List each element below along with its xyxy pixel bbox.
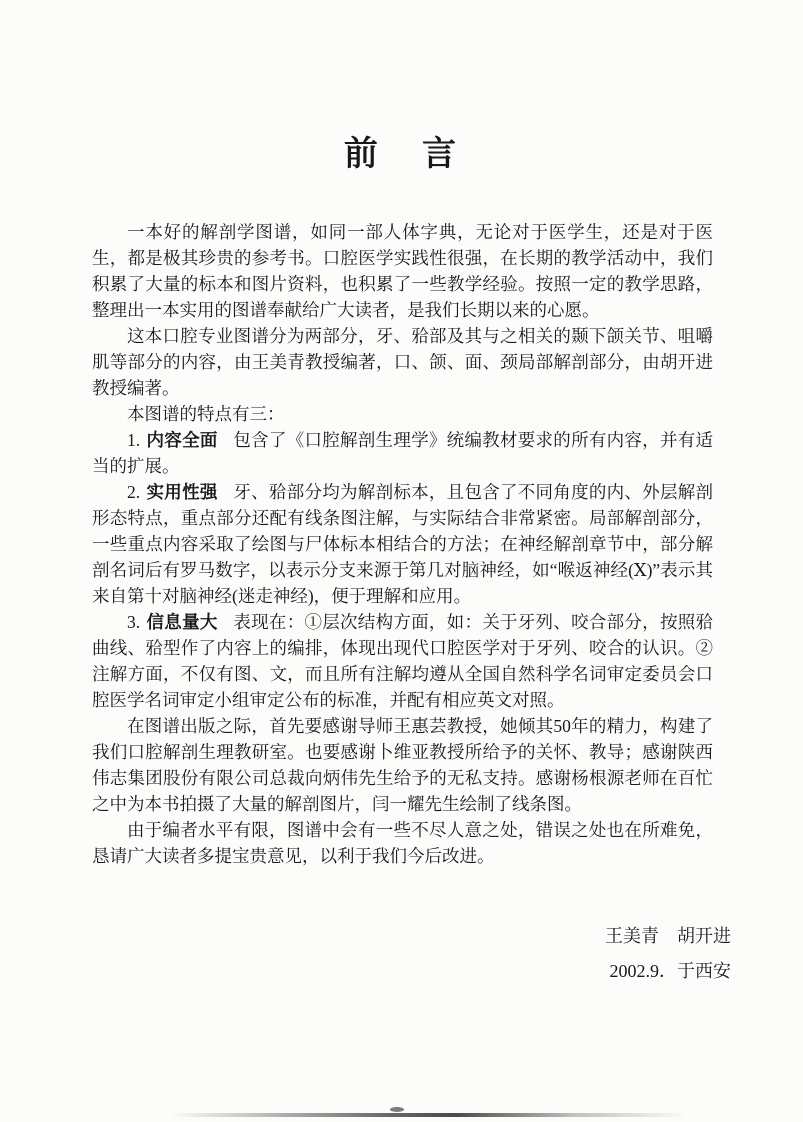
paragraph-intro-1: 一本好的解剖学图谱，如同一部人体字典，无论对于医学生，还是对于医生，都是极其珍贵的参考书。口腔医学实践性很强，在长期的教学活动中，我们积累了大量的标本和图片资料，也积累了一些教学经验。按照一定的教学思路，整理出一本实用的图谱奉献给广大读者，是我们长期以来的心愿。 xyxy=(92,222,713,321)
feature-3-text: 表现在：①层次结构方面，如：关于牙列、咬合部分，按照𬌗曲线、𬌗型作了内容上的编排，体现出现代口腔医学对于牙列、咬合的认识。②注解方面，不仅有图、文，而且所有注解均遵从全国自然科学名词审定委员会口腔医学名词审定小组审定公布的标准，并配有相应英文对照。 xyxy=(92,612,714,711)
feature-1-label: 内容全面 xyxy=(146,430,218,451)
feature-2-text: 牙、𬌗部分均为解剖标本，且包含了不同角度的内、外层解剖形态特点，重点部分还配有线条图注解，与实际结合非常紧密。局部解剖部分，一些重点内容采取了绘图与尸体标本相结合的方法；在神经解剖章节中，部分解剖名词后有罗马数字，以表示分支来源于第几对脑神经，如“喉返神经(Ⅹ)”表示其来自第十对脑神经(迷走神经)，便于理解和应用。 xyxy=(92,482,714,607)
page-title: 前 言 xyxy=(343,136,462,173)
feature-3-label: 信息量大 xyxy=(146,612,218,633)
feature-2-label: 实用性强 xyxy=(146,482,218,503)
feature-item-3 xyxy=(92,609,713,713)
scan-speck-artifact xyxy=(390,1107,404,1112)
feature-1-number: 1. xyxy=(127,430,141,451)
feature-1-text: 包含了《口腔解剖生理学》统编教材要求的所有内容，并有适当的扩展。 xyxy=(92,430,714,477)
paragraph-acknowledgment: 在图谱出版之际，首先要感谢导师王惠芸教授，她倾其50年的精力，构建了我们口腔解剖生理教研室。也要感谢卜维亚教授所给予的关怀、教导；感谢陕西伟志集团股份有限公司总裁向炳伟先生给予的无私支持。感谢杨根源老师在百忙之中为本书拍摄了大量的解剖图片，闫一耀先生绘制了线条图。 xyxy=(92,716,713,815)
feature-item-2 xyxy=(92,479,713,609)
signature-date-place: 2002.9．于西安 xyxy=(609,961,731,982)
paragraph-closing: 由于编者水平有限，图谱中会有一些不尽人意之处，错误之处也在所难免，恳请广大读者多提宝贵意见，以利于我们今后改进。 xyxy=(92,820,713,867)
feature-3-number: 3. xyxy=(127,612,141,633)
scan-edge-artifact xyxy=(170,1113,688,1117)
feature-item-1 xyxy=(92,427,713,479)
paragraph-features-intro: 本图谱的特点有三： xyxy=(127,404,285,425)
signature-block xyxy=(92,919,731,989)
feature-2-number: 2. xyxy=(127,482,141,503)
paragraph-intro-2: 这本口腔专业图谱分为两部分，牙、𬌗部及其与之相关的颞下颌关节、咀嚼肌等部分的内容，由王美青教授编著，口、颌、面、颈局部解剖部分，由胡开进教授编著。 xyxy=(92,326,713,399)
signature-authors: 王美青 胡开进 xyxy=(605,926,731,947)
preface-body xyxy=(92,219,713,869)
